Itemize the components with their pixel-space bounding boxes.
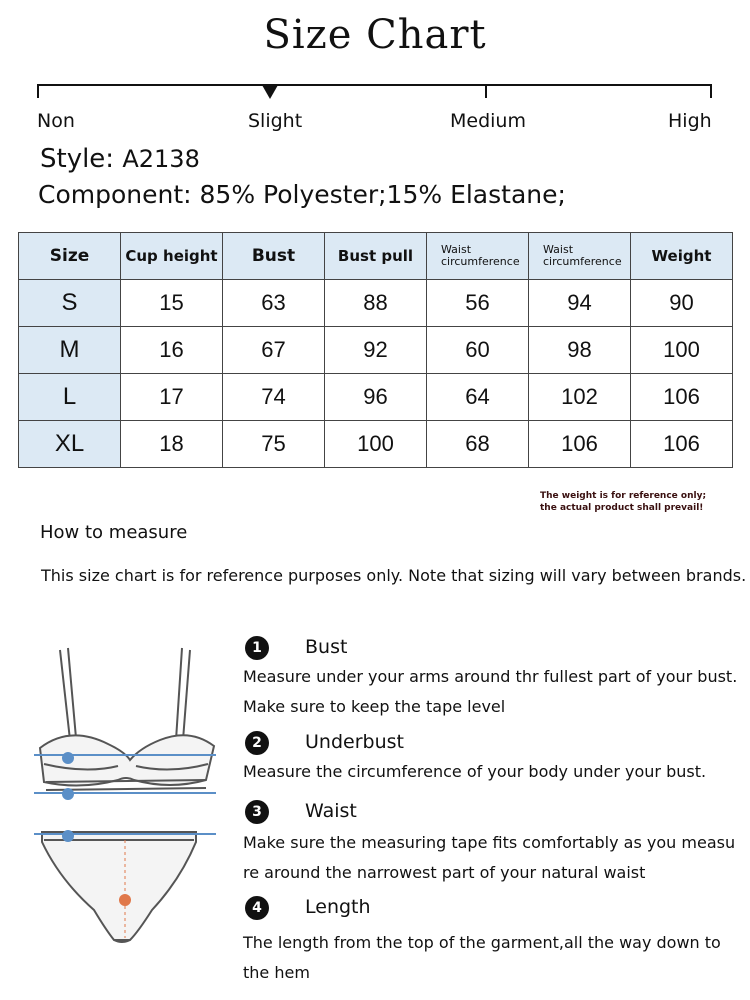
number-2-icon: 2 [245,731,269,755]
bikini-figure-illustration [30,640,220,970]
table-cell: 63 [223,280,325,327]
size-cell: M [19,327,121,374]
table-cell: 68 [427,421,529,468]
table-cell: 17 [121,374,223,421]
measure-title: Waist [305,800,357,822]
scale-label-slight: Slight [248,110,303,132]
scale-tick [485,84,487,98]
number-3-icon: 3 [245,800,269,824]
measure-text: the hem [243,963,310,982]
table-cell: 106 [529,421,631,468]
header-cup-height: Cup height [121,233,223,280]
measure-text: re around the narrowest part of your natural waist [243,863,646,882]
size-cell: S [19,280,121,327]
marker-1-icon [62,752,74,764]
marker-2-icon [62,788,74,800]
size-table [18,232,733,468]
table-cell: 100 [325,421,427,468]
component-value: 85% Polyester;15% Elastane; [199,180,566,209]
marker-3-icon [62,830,74,842]
style-line [40,144,200,174]
table-cell: 88 [325,280,427,327]
scale-label-high: High [668,110,712,132]
scale-tick [37,84,39,98]
table-cell: 96 [325,374,427,421]
table-cell: 64 [427,374,529,421]
table-cell: 74 [223,374,325,421]
size-cell: XL [19,421,121,468]
header-waist-circumference: Waist circumference [427,233,529,280]
measure-title: Underbust [305,731,404,753]
table-cell: 56 [427,280,529,327]
table-cell: 18 [121,421,223,468]
table-cell: 106 [631,421,733,468]
table-cell: 67 [223,327,325,374]
measure-text: Measure the circumference of your body under your bust. [243,762,707,781]
table-row [19,421,733,468]
measure-title: Bust [305,636,348,658]
page-title: Size Chart [263,12,487,58]
style-label: Style: [40,144,115,174]
down-pointer-icon [262,85,278,99]
table-cell: 90 [631,280,733,327]
weight-note-line: the actual product shall prevail! [540,503,704,513]
scale-label-medium: Medium [450,110,526,132]
table-header-row [19,233,733,280]
table-cell: 100 [631,327,733,374]
table-cell: 75 [223,421,325,468]
header-weight: Weight [631,233,733,280]
measure-title: Length [305,896,371,918]
table-row [19,327,733,374]
how-to-measure-title: How to measure [40,522,188,543]
scale-tick [710,84,712,98]
header-bust-pull: Bust pull [325,233,427,280]
component-line [38,180,566,209]
measure-text: Measure under your arms around thr fullest part of your bust. [243,667,738,686]
number-4-icon: 4 [245,896,269,920]
header-bust: Bust [223,233,325,280]
scale-line [37,84,712,86]
table-row [19,280,733,327]
table-cell: 94 [529,280,631,327]
measure-text: Make sure the measuring tape fits comfortably as you measu [243,833,736,852]
table-cell: 102 [529,374,631,421]
table-cell: 60 [427,327,529,374]
header-waist-circumference-2: Waist circumference [529,233,631,280]
table-row [19,374,733,421]
size-cell: L [19,374,121,421]
table-cell: 92 [325,327,427,374]
disclaimer-text: This size chart is for reference purposes only. Note that sizing will vary between brands. [41,566,747,585]
component-label: Component: [38,180,192,209]
number-1-icon: 1 [245,636,269,660]
style-value: A2138 [122,145,200,173]
measure-text: The length from the top of the garment,all the way down to [243,933,721,952]
header-size: Size [19,233,121,280]
table-cell: 16 [121,327,223,374]
measure-text: Make sure to keep the tape level [243,697,506,716]
table-cell: 106 [631,374,733,421]
table-cell: 15 [121,280,223,327]
scale-label-non: Non [37,110,75,132]
table-cell: 98 [529,327,631,374]
weight-note [540,490,740,514]
weight-note-line: The weight is for reference only; [540,491,707,501]
